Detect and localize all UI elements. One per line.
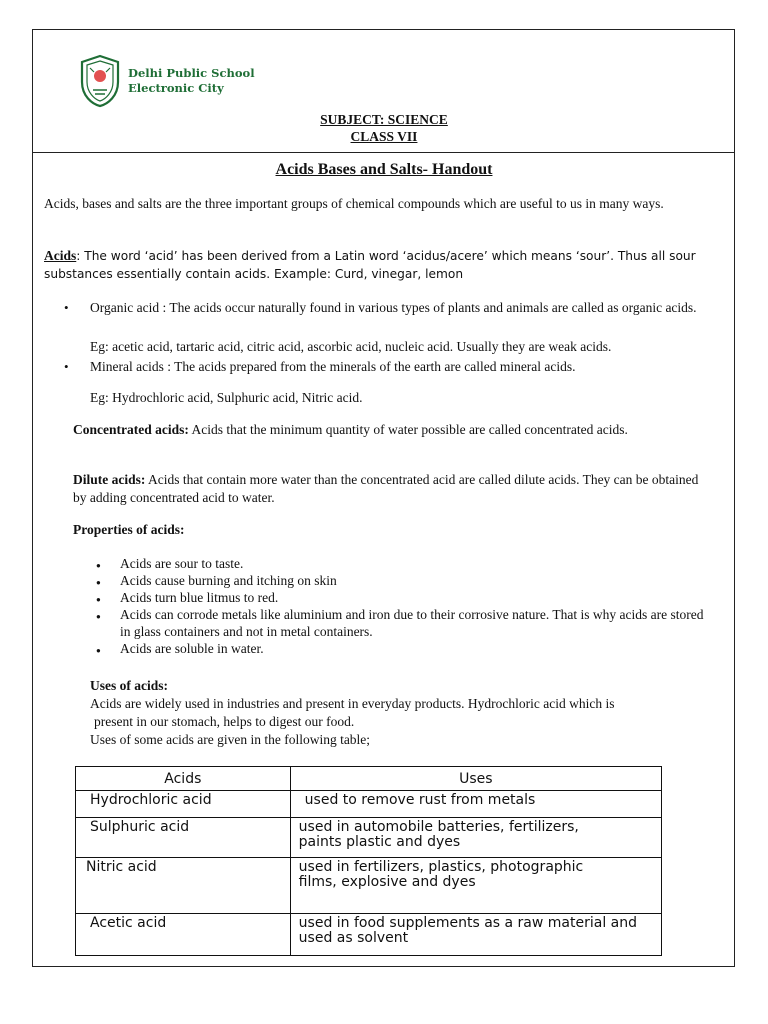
bullet-icon: • [64, 359, 69, 374]
school-name-line1: Delhi Public School [128, 66, 255, 80]
table-cell [76, 914, 291, 956]
bullet-icon: ● [96, 595, 101, 604]
acid-name: Nitric acid [86, 859, 157, 875]
mineral-acid-example: Eg: Hydrochloric acid, Sulphuric acid, Nitric acid. [90, 390, 363, 405]
table-header-row [76, 767, 662, 791]
acid-name: Sulphuric acid [90, 819, 190, 835]
table-cell [76, 791, 291, 818]
table-cell [290, 914, 661, 956]
page-title: Acids Bases and Salts- Handout [275, 161, 493, 178]
organic-acid-item: Organic acid : The acids occur naturally found in various types of plants and animals are called as organic acids. [90, 300, 697, 315]
school-crest-icon [78, 54, 122, 108]
uses-line-1: Acids are widely used in industries and present in everyday products. Hydrochloric acid which is [90, 696, 615, 711]
acid-use: used in automobile batteries, fertilizers, paints plastic and dyes [298, 819, 579, 850]
table-cell [290, 791, 661, 818]
uses-line-2: present in our stomach, helps to digest our food. [94, 714, 355, 729]
table-cell [76, 818, 291, 858]
property-item: Acids cause burning and itching on skin [120, 573, 337, 588]
table-header: Acids [76, 767, 291, 791]
property-item: Acids are sour to taste. [120, 556, 244, 571]
subject-header [0, 111, 768, 145]
table-row [76, 914, 662, 956]
acids-definition [44, 247, 724, 283]
table-cell [76, 858, 291, 914]
table-header: Uses [290, 767, 661, 791]
table-row [76, 791, 662, 818]
dilute-acids-paragraph [73, 471, 713, 507]
concentrated-acids-paragraph [73, 421, 713, 439]
table-cell [290, 818, 661, 858]
table-row [76, 818, 662, 858]
header-divider [32, 152, 735, 153]
dilute-acids-text: Acids that contain more water than the concentrated acid are called dilute acids. They can be obtained by adding concentrated acid to water. [73, 472, 699, 505]
dilute-acids-label: Dilute acids: [73, 472, 146, 487]
mineral-acid-item: Mineral acids : The acids prepared from the minerals of the earth are called mineral acids. [90, 359, 576, 374]
school-name-line2: Electronic City [128, 81, 224, 95]
acid-name: Hydrochloric acid [90, 792, 212, 808]
uses-line-3: Uses of some acids are given in the following table; [90, 732, 371, 747]
concentrated-acids-label: Concentrated acids: [73, 422, 189, 437]
bullet-icon: ● [96, 612, 101, 621]
intro-paragraph: Acids, bases and salts are the three important groups of chemical compounds which are useful to us in many ways. [44, 196, 664, 211]
organic-acid-example: Eg: acetic acid, tartaric acid, citric acid, ascorbic acid, nucleic acid. Usually they are weak acids. [90, 339, 612, 354]
class-label: CLASS VII [350, 129, 418, 144]
subject-label: SUBJECT: SCIENCE [320, 112, 448, 127]
property-item: Acids can corrode metals like aluminium and iron due to their corrosive nature. That is why acids are stored in glass containers and not in metal containers. [120, 607, 704, 639]
bullet-icon: • [64, 300, 69, 315]
acid-use: used in fertilizers, plastics, photographic films, explosive and dyes [298, 859, 584, 890]
school-name [128, 66, 255, 96]
property-item: Acids are soluble in water. [120, 641, 264, 656]
uses-heading: Uses of acids: [90, 678, 168, 693]
bullet-icon: ● [96, 561, 101, 570]
table-cell [290, 858, 661, 914]
properties-heading: Properties of acids: [73, 522, 185, 537]
acid-uses-table [75, 766, 662, 956]
acid-name: Acetic acid [90, 915, 167, 931]
acids-definition-text: : The word ‘acid’ has been derived from a Latin word ‘acidus/acere’ which means ‘sour’. Thus all sour substances essentially contain acids. Example: Curd, vinegar, lemon [44, 249, 696, 281]
bullet-icon: ● [96, 578, 101, 587]
acid-use: used in food supplements as a raw material and used as solvent [298, 915, 638, 946]
table-row [76, 858, 662, 914]
acid-use: used to remove rust from metals [304, 792, 536, 808]
property-item: Acids turn blue litmus to red. [120, 590, 279, 605]
bullet-icon: ● [96, 646, 101, 655]
concentrated-acids-text: Acids that the minimum quantity of water possible are called concentrated acids. [188, 422, 628, 437]
acids-label: Acids [44, 248, 77, 263]
